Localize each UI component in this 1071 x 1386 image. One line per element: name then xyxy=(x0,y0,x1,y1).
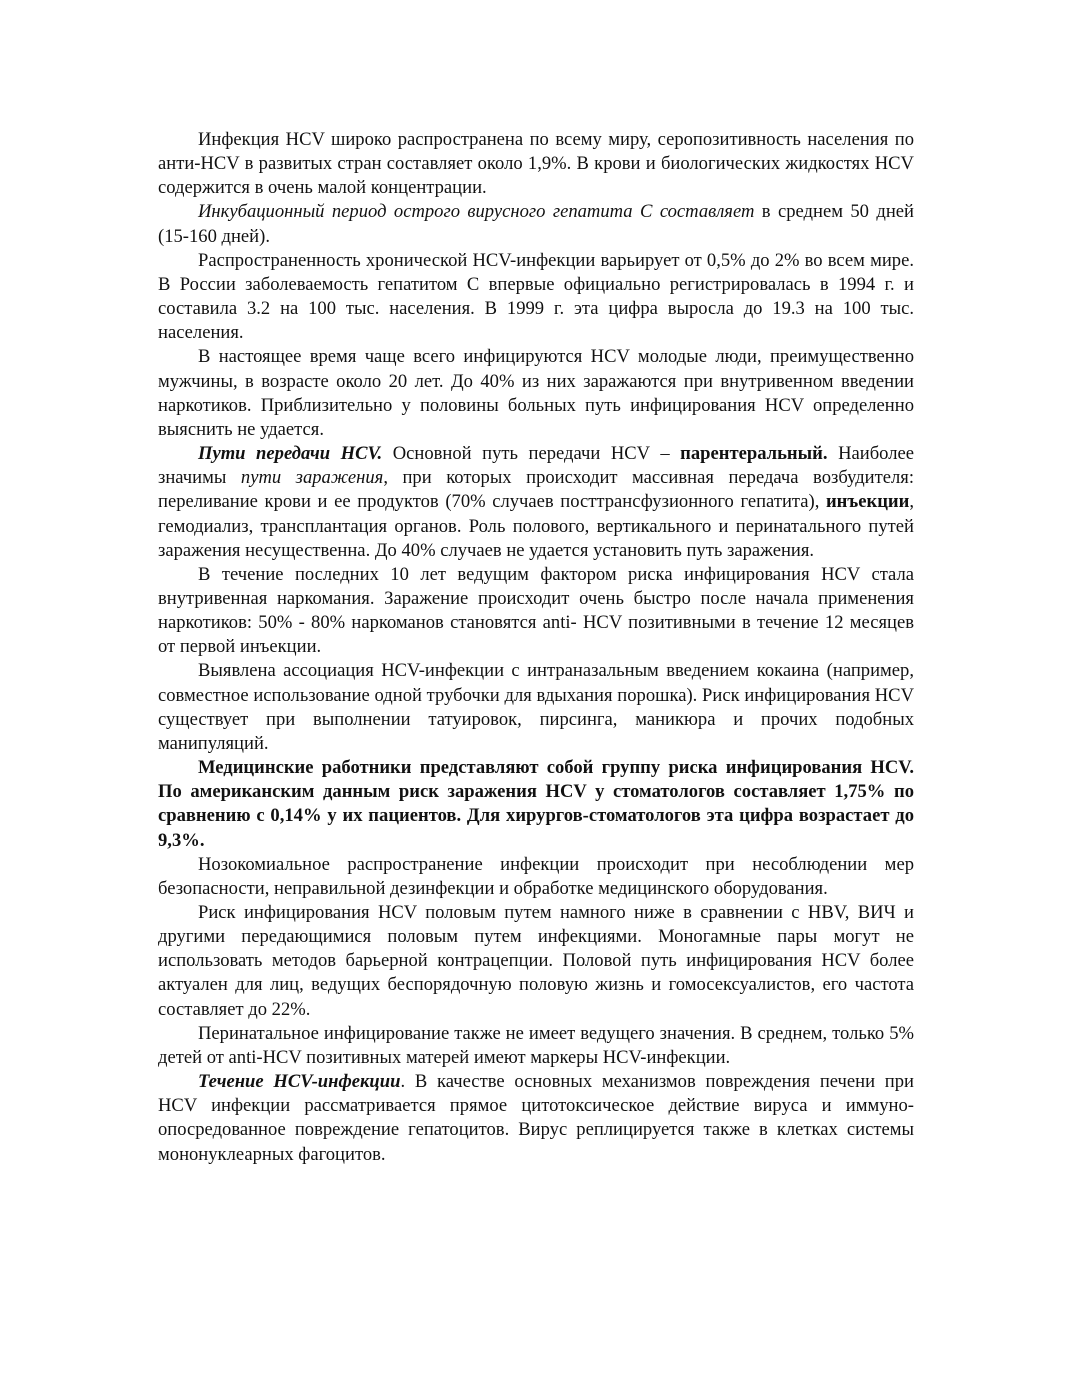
text-run: , гемодиализ, трансплантация органов. Роль полового, вертикального и перинатального путей заражения несущественна. До 40% случаев не удается установить путь заражения. xyxy=(158,491,914,561)
paragraph xyxy=(158,659,914,756)
text-run: Наиболее значимы xyxy=(158,443,914,489)
text-run: Выявлена ассоциация HCV-инфекции с интраназальным введением кокаина (например, совместное использование одной трубочки для вдыхания порошка). Риск инфицирования HCV существует при выполнении татуировок, пирсинга, маникюра и прочих подобных манипуляций. xyxy=(158,660,914,754)
text-run: в среднем 50 дней (15-160 дней). xyxy=(158,201,914,247)
paragraph xyxy=(158,249,914,346)
paragraph xyxy=(158,563,914,660)
paragraph xyxy=(158,442,914,563)
paragraph xyxy=(158,1022,914,1070)
text-run: В течение последних 10 лет ведущим фактором риска инфицирования HCV стала внутривенная наркомания. Заражение происходит очень быстро после начала применения наркотиков: 50% - 80% наркоманов становятся anti- HCV позитивными в течение 12 месяцев от первой инъекции. xyxy=(158,563,914,658)
bold-italic-heading: Пути передачи HCV. xyxy=(198,443,383,465)
paragraph xyxy=(158,345,914,442)
italic-text: Инкубационный период острого вирусного гепатита С составляет xyxy=(198,201,755,223)
text-run: Распространенность хронической HCV-инфекции варьирует от 0,5% до 2% во всем мире. В России заболеваемость гепатитом С впервые официально регистрировалась в 1994 г. и составила 3.2 на 100 тыс. населения. В 1999 г. эта цифра выросла до 19.3 на 100 тыс. населения. xyxy=(158,249,914,344)
document-page xyxy=(158,128,914,1167)
paragraph xyxy=(158,128,914,200)
text-run: Основной путь передачи HCV – xyxy=(382,443,681,465)
paragraph xyxy=(158,756,914,853)
text-run: , при которых происходит массивная передача возбудителя: переливание крови и ее продуктов (70% случаев посттрансфузионного гепатита), xyxy=(158,467,915,513)
paragraph xyxy=(158,200,914,248)
bold-text: инъекции xyxy=(825,491,910,513)
text-run: Риск инфицирования HCV половым путем намного ниже в сравнении с HBV, ВИЧ и другими передающимися половым путем инфекциями. Моногамные пары могут не использовать методов барьерной контрацепции. Половой путь инфицирования HCV более актуален для лиц, ведущих беспорядочную половую жизнь и гомосексуалистов, его частота составляет до 22%. xyxy=(158,902,914,1020)
bold-italic-heading: Течение HCV-инфекции xyxy=(198,1071,401,1093)
paragraph xyxy=(158,901,914,1022)
bold-text: Медицинские работники представляют собой группу риска инфицирования HCV. По американским данным риск заражения HCV у стоматологов составляет 1,75% по сравнению с 0,14% у их пациентов. Для хирургов-стоматологов эта цифра возрастает до 9,3%. xyxy=(158,757,914,851)
bold-text: парентеральный. xyxy=(680,443,828,465)
paragraph xyxy=(158,1070,914,1167)
text-run: В настоящее время чаще всего инфицируются HCV молодые люди, преимущественно мужчины, в возрасте около 20 лет. До 40% из них заражаются при внутривенном введении наркотиков. Приблизительно у половины больных путь инфицирования HCV определенно выяснить не удается. xyxy=(158,346,914,440)
text-run: . В качестве основных механизмов повреждения печени при HCV инфекции рассматривается прямое цитотоксическое действие вируса и иммуно-опосредованное повреждение гепатоцитов. Вирус реплицируется также в клетках системы мононуклеарных фагоцитов. xyxy=(158,1071,914,1165)
text-run: Перинатальное инфицирование также не имеет ведущего значения. В среднем, только 5% детей от anti-HCV позитивных матерей имеют маркеры HCV-инфекции. xyxy=(158,1022,914,1068)
paragraph xyxy=(158,853,914,901)
text-run: Инфекция HCV широко распространена по всему миру, серопозитивность населения по анти-HCV в развитых стран составляет около 1,9%. В крови и биологических жидкостях HCV содержится в очень малой концентрации. xyxy=(158,129,914,199)
text-run: Нозокомиальное распространение инфекции происходит при несоблюдении мер безопасности, неправильной дезинфекции и обработке медицинского оборудования. xyxy=(158,853,914,899)
italic-text: пути заражения xyxy=(240,467,384,489)
